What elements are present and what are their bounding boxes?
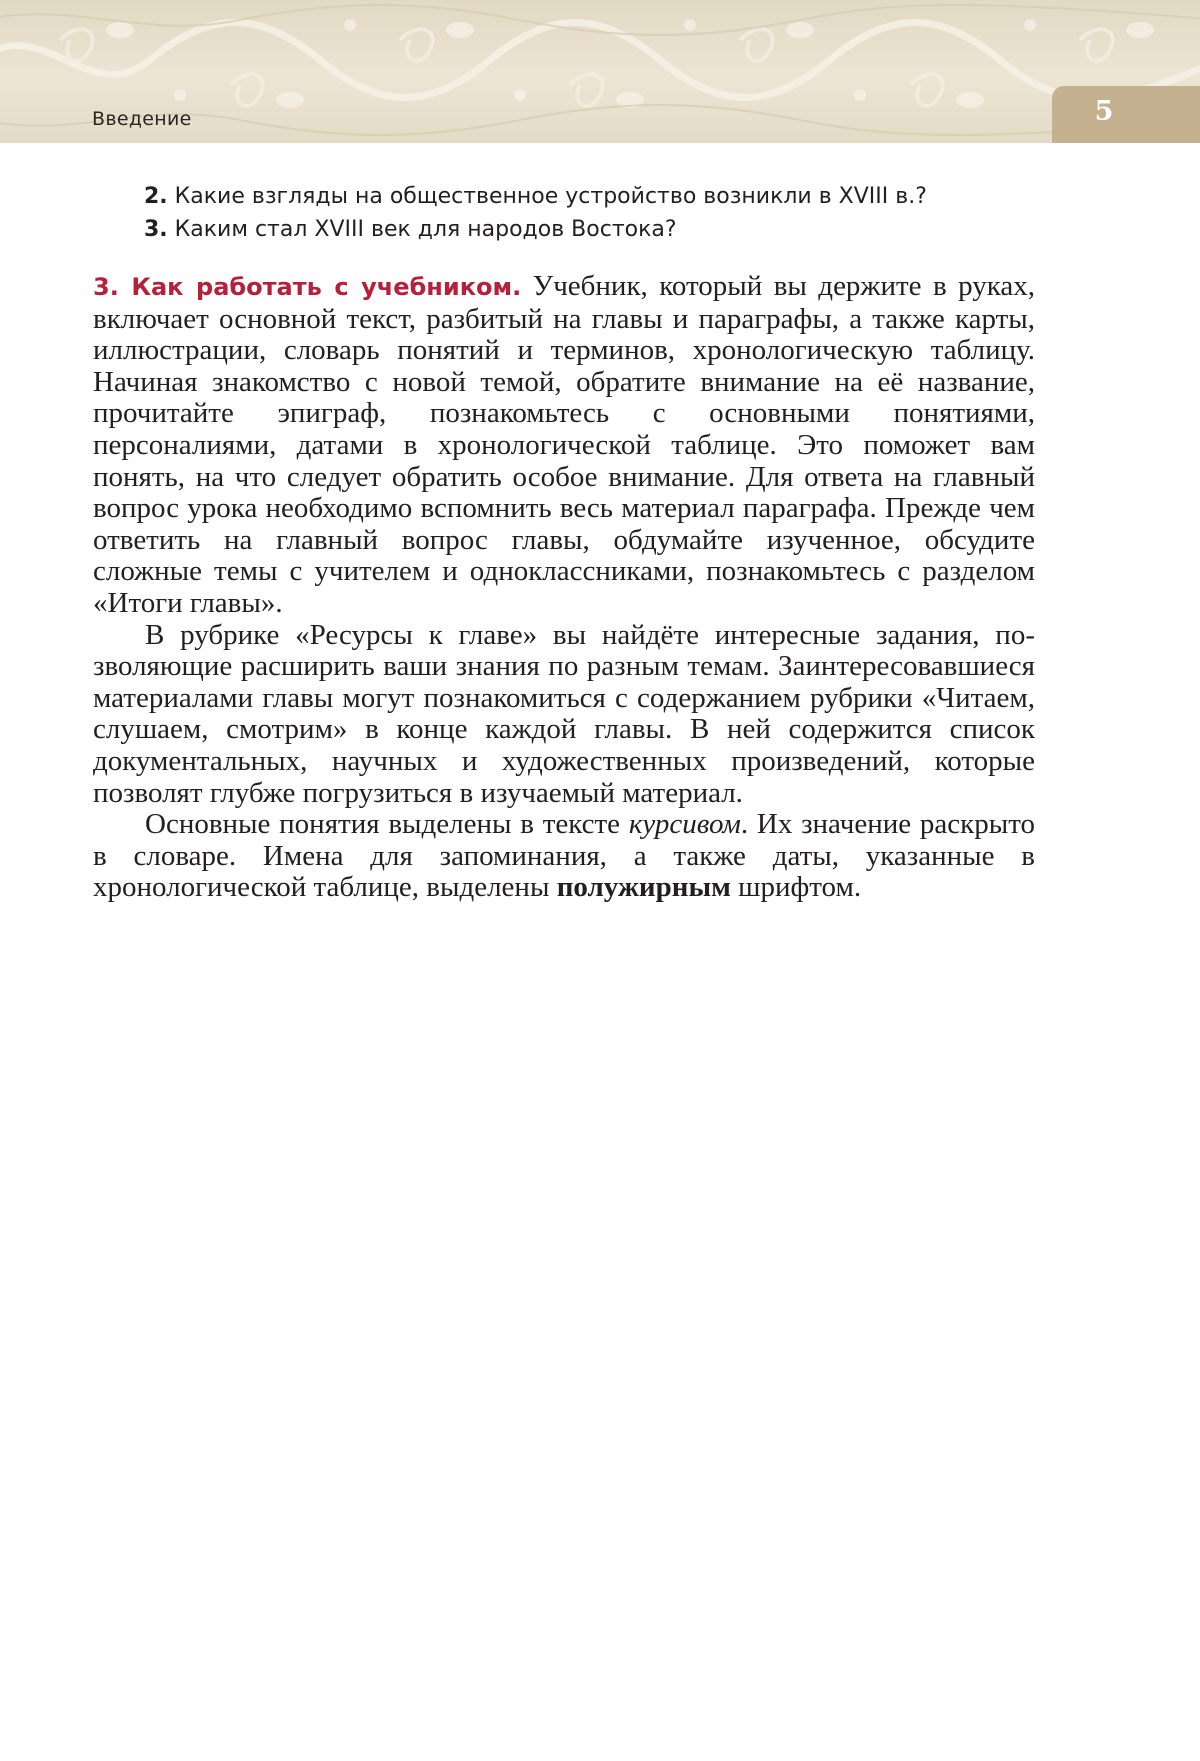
- paragraph-3: [93, 809, 1035, 904]
- question-item: [144, 180, 1044, 213]
- paragraph-3-text-b: . Их значение раскрыто в словаре. Имена для запоминания, а также даты, указанные в хронологической таблице, выделены: [93, 808, 1036, 904]
- question-text: Какие взгляды на общественное устройство возникли в XVIII в.?: [174, 184, 927, 209]
- paragraph-2: В рубрике «Ресурсы к главе» вы найдёте интересные задания, позволяющие расширить ваши знания по разным темам. Заинтересовавшиеся материалами главы могут познакомиться с содержанием рубрики «Читаем, слушаем, смотрим» в конце каждой главы. В ней содержится список документальных, научных и художественных произведений, которые позволят глубже погрузиться в изучаемый материал.: [93, 618, 1035, 809]
- page-header: [0, 0, 1200, 143]
- section-body: [93, 271, 1035, 904]
- page-number-tab: [1052, 86, 1200, 143]
- paragraph-3-text-a: Основные понятия выделены в тексте: [145, 808, 629, 841]
- paragraph-3-text-c: шрифтом.: [730, 871, 862, 904]
- question-text: Каким стал XVIII век для народов Востока?: [174, 217, 677, 242]
- paragraph-1-text: Учебник, который вы держите в руках, включает основной текст, разбитый на главы и параграфы, а также карты, иллюстрации, словарь понятий и терминов, хронологическую таблицу. Начиная знакомство с новой темой, обратите внимание на её название, прочитайте эпиграф, познакомьтесь с основными понятиями, персоналиями, датами в хронологической таблице. Это поможет вам понять, на что следует обратить особое внимание. Для ответа на главный вопрос урока необходимо вспомнить весь материал параграфа. Прежде чем ответить на главный вопрос главы, обдумайте изученное, обсудите сложные темы с учителем и одноклассниками, познакомьтесь с разделом «Итоги главы».: [93, 270, 1036, 619]
- review-questions: [144, 180, 1044, 246]
- question-number: 3.: [144, 217, 168, 242]
- page-number: 5: [1094, 96, 1114, 127]
- chapter-title: Введение: [92, 108, 192, 130]
- section-heading: 3. Как работать с учебником.: [93, 273, 522, 301]
- question-number: 2.: [144, 184, 168, 209]
- bold-term: полужирным: [556, 871, 731, 904]
- paragraph-1: [93, 271, 1035, 620]
- italic-term: курсивом: [628, 808, 741, 841]
- question-item: [144, 213, 1044, 246]
